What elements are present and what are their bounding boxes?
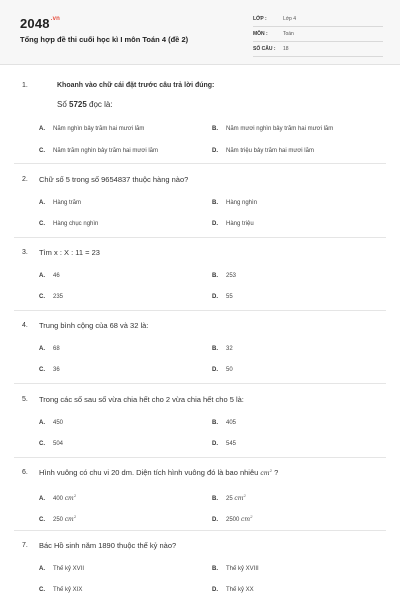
unit-exponent: 2: [73, 493, 77, 498]
divider: [14, 457, 386, 458]
option-text: 32: [226, 346, 233, 352]
option-letter: A.: [39, 200, 45, 206]
option-d[interactable]: [212, 221, 254, 227]
option-text: 504: [53, 441, 64, 447]
question-number: 1.: [22, 82, 28, 89]
option-text: Thế kỷ XVII: [53, 566, 85, 572]
question-number: 4.: [22, 322, 28, 329]
meta-value: Lớp 4: [283, 16, 297, 22]
option-d[interactable]: [212, 294, 233, 300]
option-text: 545: [226, 441, 237, 447]
option-letter: B.: [212, 420, 218, 426]
page-header: [0, 0, 400, 65]
option-letter: C.: [39, 221, 45, 227]
question-number: 7.: [22, 542, 28, 549]
divider: [14, 383, 386, 384]
option-text: 25: [226, 496, 233, 502]
option-b[interactable]: [212, 566, 259, 572]
option-a[interactable]: [39, 420, 63, 426]
question-number: 5.: [22, 396, 28, 403]
option-a[interactable]: [39, 126, 144, 132]
option-text: 36: [53, 367, 60, 373]
option-letter: D.: [212, 517, 218, 523]
question-text-end: ?: [272, 468, 279, 477]
meta-row-count: [253, 44, 383, 57]
meta-row-class: [253, 14, 383, 27]
option-letter: D.: [212, 367, 218, 373]
option-text: 253: [226, 273, 237, 279]
option-letter: A.: [39, 273, 45, 279]
meta-label: SỐ CÂU :: [253, 46, 276, 52]
option-text: Hàng nghìn: [226, 200, 258, 206]
option-letter: B.: [212, 566, 218, 572]
option-a[interactable]: [39, 200, 81, 206]
option-letter: C.: [39, 587, 45, 593]
option-text: Năm mươi nghìn bảy trăm hai mươi lăm: [226, 126, 334, 132]
option-d[interactable]: [212, 367, 233, 373]
option-letter: D.: [212, 294, 218, 300]
question-number: 6.: [22, 469, 28, 476]
option-b[interactable]: [212, 420, 236, 426]
subtext-suffix: đọc là:: [86, 100, 113, 109]
option-text: 68: [53, 346, 60, 352]
page-title: Tổng hợp đề thi cuối học kì I môn Toán 4 (đề 2): [20, 35, 189, 44]
meta-label: LỚP :: [253, 16, 267, 22]
option-letter: D.: [212, 148, 218, 154]
option-letter: A.: [39, 496, 45, 502]
option-letter: A.: [39, 346, 45, 352]
option-b[interactable]: [212, 126, 333, 132]
option-c[interactable]: [39, 294, 63, 300]
subtext-number: 5725: [69, 100, 87, 109]
option-letter: B.: [212, 496, 218, 502]
option-letter: B.: [212, 273, 218, 279]
option-text: Năm trăm nghìn bảy trăm hai mươi lăm: [53, 148, 158, 154]
option-letter: B.: [212, 126, 218, 132]
option-unit: [65, 516, 77, 523]
option-b[interactable]: [212, 346, 233, 352]
option-letter: C.: [39, 294, 45, 300]
option-c[interactable]: [39, 221, 98, 227]
option-d[interactable]: [212, 514, 253, 523]
option-text: 235: [53, 294, 64, 300]
logo-suffix: .vn: [50, 16, 61, 22]
unit-text: cm: [260, 470, 270, 477]
option-a[interactable]: [39, 493, 76, 502]
question-number: 3.: [22, 249, 28, 256]
meta-row-subject: [253, 29, 383, 42]
option-c[interactable]: [39, 148, 158, 154]
option-unit: [241, 516, 253, 523]
option-c[interactable]: [39, 367, 60, 373]
question-text: Bác Hồ sinh năm 1890 thuộc thế kỷ nào?: [39, 541, 177, 550]
unit-text: cm: [234, 495, 244, 502]
option-unit: [234, 495, 246, 502]
option-text: 2500: [226, 517, 240, 523]
option-letter: D.: [212, 587, 218, 593]
option-letter: A.: [39, 566, 45, 572]
unit-cm2: [260, 470, 272, 477]
option-text: 405: [226, 420, 237, 426]
option-letter: C.: [39, 148, 45, 154]
unit-exponent: 2: [250, 514, 253, 519]
subtext-prefix: Số: [57, 100, 70, 109]
option-text: Năm triệu bảy trăm hai mươi lăm: [226, 148, 314, 154]
question-text: Trung bình cộng của 68 và 32 là:: [39, 321, 149, 330]
option-letter: C.: [39, 441, 45, 447]
option-letter: C.: [39, 367, 45, 373]
option-text: 46: [53, 273, 60, 279]
option-letter: C.: [39, 517, 45, 523]
unit-exponent: 2: [243, 493, 246, 498]
question-number: 2.: [22, 176, 28, 183]
option-a[interactable]: [39, 566, 84, 572]
option-text: 450: [53, 420, 64, 426]
option-text: 55: [226, 294, 233, 300]
site-logo[interactable]: [20, 16, 60, 31]
option-a[interactable]: [39, 273, 60, 279]
question-text: Chữ số 5 trong số 9654837 thuộc hàng nào?: [39, 175, 189, 184]
unit-text: cm: [64, 516, 74, 523]
divider: [14, 237, 386, 238]
option-c[interactable]: [39, 441, 63, 447]
option-letter: A.: [39, 420, 45, 426]
option-letter: A.: [39, 126, 45, 132]
option-d[interactable]: [212, 441, 236, 447]
option-text: Thế kỷ XX: [226, 587, 254, 593]
option-d[interactable]: [212, 587, 254, 593]
option-b[interactable]: [212, 493, 246, 502]
option-letter: B.: [212, 200, 218, 206]
option-a[interactable]: [39, 346, 60, 352]
question-text: Trong các số sau số vừa chia hết cho 2 vừa chia hết cho 5 là:: [39, 395, 244, 404]
unit-exponent: 2: [269, 468, 273, 473]
question-text: Tìm x : X : 11 = 23: [39, 248, 100, 257]
question-text-main: Hình vuông có chu vi 20 dm. Diện tích hình vuông đó là bao nhiêu: [39, 468, 259, 477]
meta-value: Toán: [283, 31, 294, 37]
option-text: Thế kỷ XIX: [53, 587, 83, 593]
option-text: Hàng triệu: [226, 221, 254, 227]
option-unit: [65, 495, 77, 502]
divider: [14, 530, 386, 531]
option-b[interactable]: [212, 273, 236, 279]
question-subtext: [57, 100, 113, 109]
unit-text: cm: [64, 495, 74, 502]
option-c[interactable]: [39, 587, 82, 593]
option-text: 50: [226, 367, 233, 373]
meta-label: MÔN :: [253, 31, 268, 37]
option-b[interactable]: [212, 200, 257, 206]
divider: [14, 310, 386, 311]
unit-text: cm: [241, 516, 251, 523]
option-text: 400: [53, 496, 64, 502]
logo-text: 2048: [20, 16, 50, 31]
meta-value: 18: [283, 46, 289, 52]
option-letter: D.: [212, 221, 218, 227]
option-text: Hàng trăm: [53, 200, 82, 206]
question-text: [39, 468, 278, 477]
option-letter: D.: [212, 441, 218, 447]
option-letter: B.: [212, 346, 218, 352]
option-text: 250: [53, 517, 64, 523]
option-text: Thế kỷ XVIII: [226, 566, 259, 572]
option-d[interactable]: [212, 148, 314, 154]
option-text: Hàng chục nghìn: [53, 221, 99, 227]
option-text: Năm nghìn bảy trăm hai mươi lăm: [53, 126, 145, 132]
question-text: Khoanh vào chữ cái đặt trước câu trả lời đúng:: [57, 82, 215, 89]
option-c[interactable]: [39, 514, 76, 523]
divider: [14, 163, 386, 164]
unit-exponent: 2: [73, 514, 77, 519]
